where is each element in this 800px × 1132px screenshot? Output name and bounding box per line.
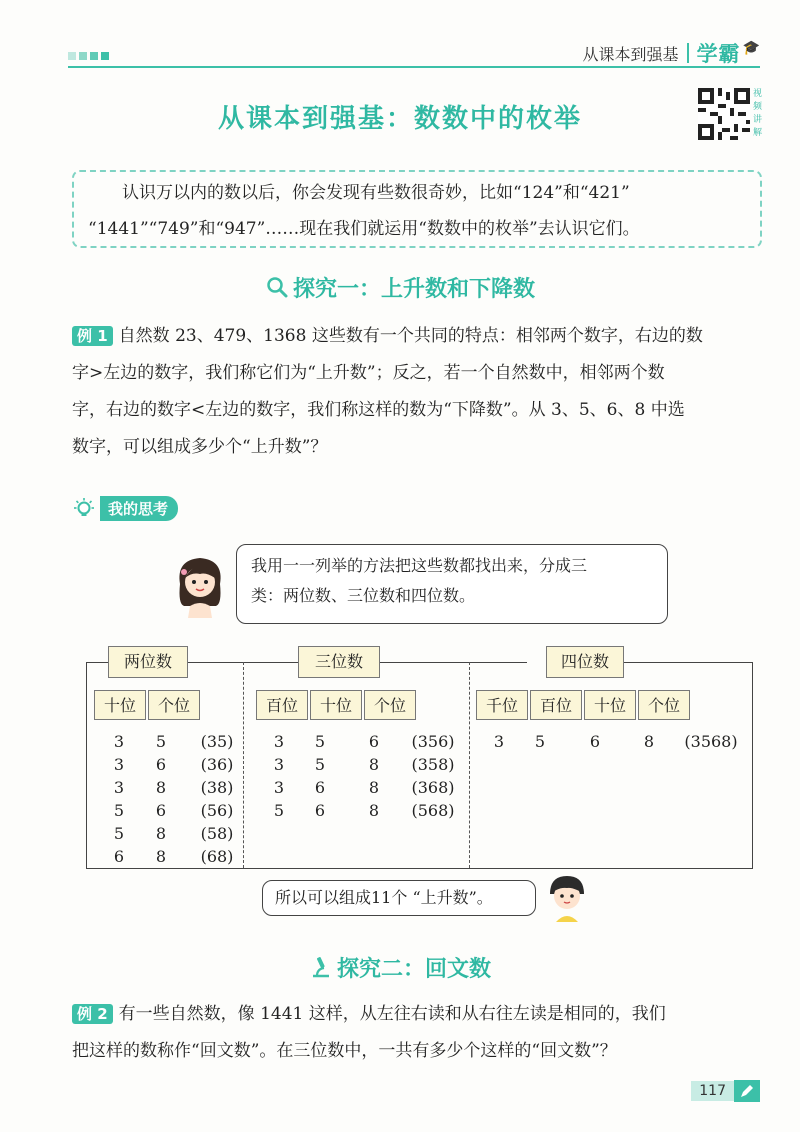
section-heading-2: 探究二：回文数	[0, 952, 800, 983]
four-digit-numbers	[486, 730, 746, 753]
brand-logo: 学霸	[696, 42, 741, 66]
page-title: 从课本到强基：数数中的枚举	[217, 104, 582, 134]
pencil-icon	[734, 1080, 760, 1102]
three-digit-numbers	[266, 730, 466, 822]
place-header: 个位	[148, 690, 200, 720]
example-tag: 例 2	[72, 1004, 113, 1024]
digit-cell: 3	[113, 778, 125, 797]
digit-cell: 6	[155, 801, 167, 820]
girl-illustration	[172, 554, 228, 618]
number-row	[266, 799, 466, 822]
digit-cell: 3	[273, 755, 285, 774]
boy-illustration	[542, 872, 592, 922]
number-result: (368)	[411, 778, 455, 797]
digit-cell: 5	[314, 755, 326, 774]
place-header: 千位	[476, 690, 528, 720]
number-row	[106, 799, 244, 822]
number-row	[486, 730, 746, 753]
number-result: (3568)	[684, 732, 738, 751]
place-headers-three-digit	[256, 690, 418, 720]
number-row	[106, 845, 244, 868]
intro-box	[72, 170, 762, 248]
example-tag: 例 1	[72, 326, 113, 346]
digit-cell: 6	[113, 847, 125, 866]
number-row	[106, 822, 244, 845]
number-row	[266, 753, 466, 776]
section-heading-1: 探究一：上升数和下降数	[0, 272, 800, 303]
digit-cell: 8	[643, 732, 655, 751]
group-label-three-digit: 三位数	[298, 646, 380, 678]
digit-cell: 6	[314, 778, 326, 797]
digit-cell: 8	[155, 778, 167, 797]
place-headers-four-digit	[476, 690, 692, 720]
place-header: 十位	[94, 690, 146, 720]
example-1: 例 1 自然数 23、479、1368 这些数有一个共同的特点：相邻两个数字，右边的数 字>左边的数字，我们称它们为“上升数”；反之，若一个自然数中，相邻两个数 字，右边的数字<左边的数字，我们称这样的数为“下降数”。从 3、5、6、8 中选 数字，可以组成多少个“上升数”？	[72, 326, 703, 457]
running-header	[583, 38, 760, 68]
digit-cell: 6	[589, 732, 601, 751]
place-header: 个位	[638, 690, 690, 720]
digit-cell: 6	[368, 732, 380, 751]
table-divider	[469, 662, 470, 868]
intro-text: 认识万以内的数以后，你会发现有些数很奇妙，比如“124”和“421” “1441”“749”和“947”……现在我们就运用“数数中的枚举”去认识它们。	[88, 183, 640, 239]
number-result: (56)	[200, 801, 234, 820]
digit-cell: 5	[113, 824, 125, 843]
number-result: (38)	[200, 778, 234, 797]
number-result: (568)	[411, 801, 455, 820]
digit-cell: 5	[314, 732, 326, 751]
microscope-icon	[309, 955, 333, 979]
speech-bubble-conclusion: 所以可以组成11个 “上升数”。	[262, 880, 536, 916]
digit-cell: 5	[273, 801, 285, 820]
digit-cell: 5	[155, 732, 167, 751]
speech-bubble-girl: 我用一一列举的方法把这些数都找出来，分成三 类：两位数、三位数和四位数。	[236, 544, 668, 624]
number-row	[266, 776, 466, 799]
qr-label: 视频讲解	[753, 89, 763, 138]
digit-cell: 8	[155, 824, 167, 843]
digit-cell: 3	[493, 732, 505, 751]
place-headers-two-digit	[94, 690, 202, 720]
number-result: (36)	[200, 755, 234, 774]
place-header: 十位	[310, 690, 362, 720]
place-header: 百位	[256, 690, 308, 720]
number-result: (58)	[200, 824, 234, 843]
example-2: 例 2 有一些自然数，像 1441 这样，从左往右读和从右往左读是相同的，我们 把这样的数称作“回文数”。在三位数中，一共有多少个这样的“回文数”？	[72, 1004, 666, 1061]
lightbulb-icon	[72, 497, 96, 521]
digit-cell: 8	[368, 755, 380, 774]
place-header: 十位	[584, 690, 636, 720]
digit-cell: 5	[113, 801, 125, 820]
header-section: 从课本到强基	[582, 44, 679, 64]
header-separator	[687, 43, 689, 63]
page-number: 117	[691, 1080, 760, 1102]
number-result: (35)	[200, 732, 234, 751]
number-row	[106, 753, 244, 776]
graduation-cap-icon: 🎓	[742, 40, 760, 56]
qr-code-icon[interactable]	[698, 88, 750, 140]
number-result: (68)	[200, 847, 234, 866]
place-header: 个位	[364, 690, 416, 720]
digit-cell: 8	[155, 847, 167, 866]
group-label-four-digit: 四位数	[546, 646, 624, 678]
header-decoration	[68, 52, 109, 60]
magnifier-icon	[265, 275, 289, 299]
number-result: (356)	[411, 732, 455, 751]
place-header: 百位	[530, 690, 582, 720]
digit-cell: 5	[534, 732, 546, 751]
group-label-two-digit: 两位数	[108, 646, 188, 678]
digit-cell: 6	[314, 801, 326, 820]
digit-cell: 6	[155, 755, 167, 774]
digit-cell: 8	[368, 778, 380, 797]
digit-cell: 3	[113, 755, 125, 774]
two-digit-numbers	[106, 730, 244, 868]
number-row	[266, 730, 466, 753]
digit-cell: 3	[273, 732, 285, 751]
digit-cell: 3	[273, 778, 285, 797]
my-thinking-label: 我的思考	[72, 496, 178, 521]
number-row	[106, 776, 244, 799]
digit-cell: 8	[368, 801, 380, 820]
number-result: (358)	[411, 755, 455, 774]
digit-cell: 3	[113, 732, 125, 751]
number-row	[106, 730, 244, 753]
